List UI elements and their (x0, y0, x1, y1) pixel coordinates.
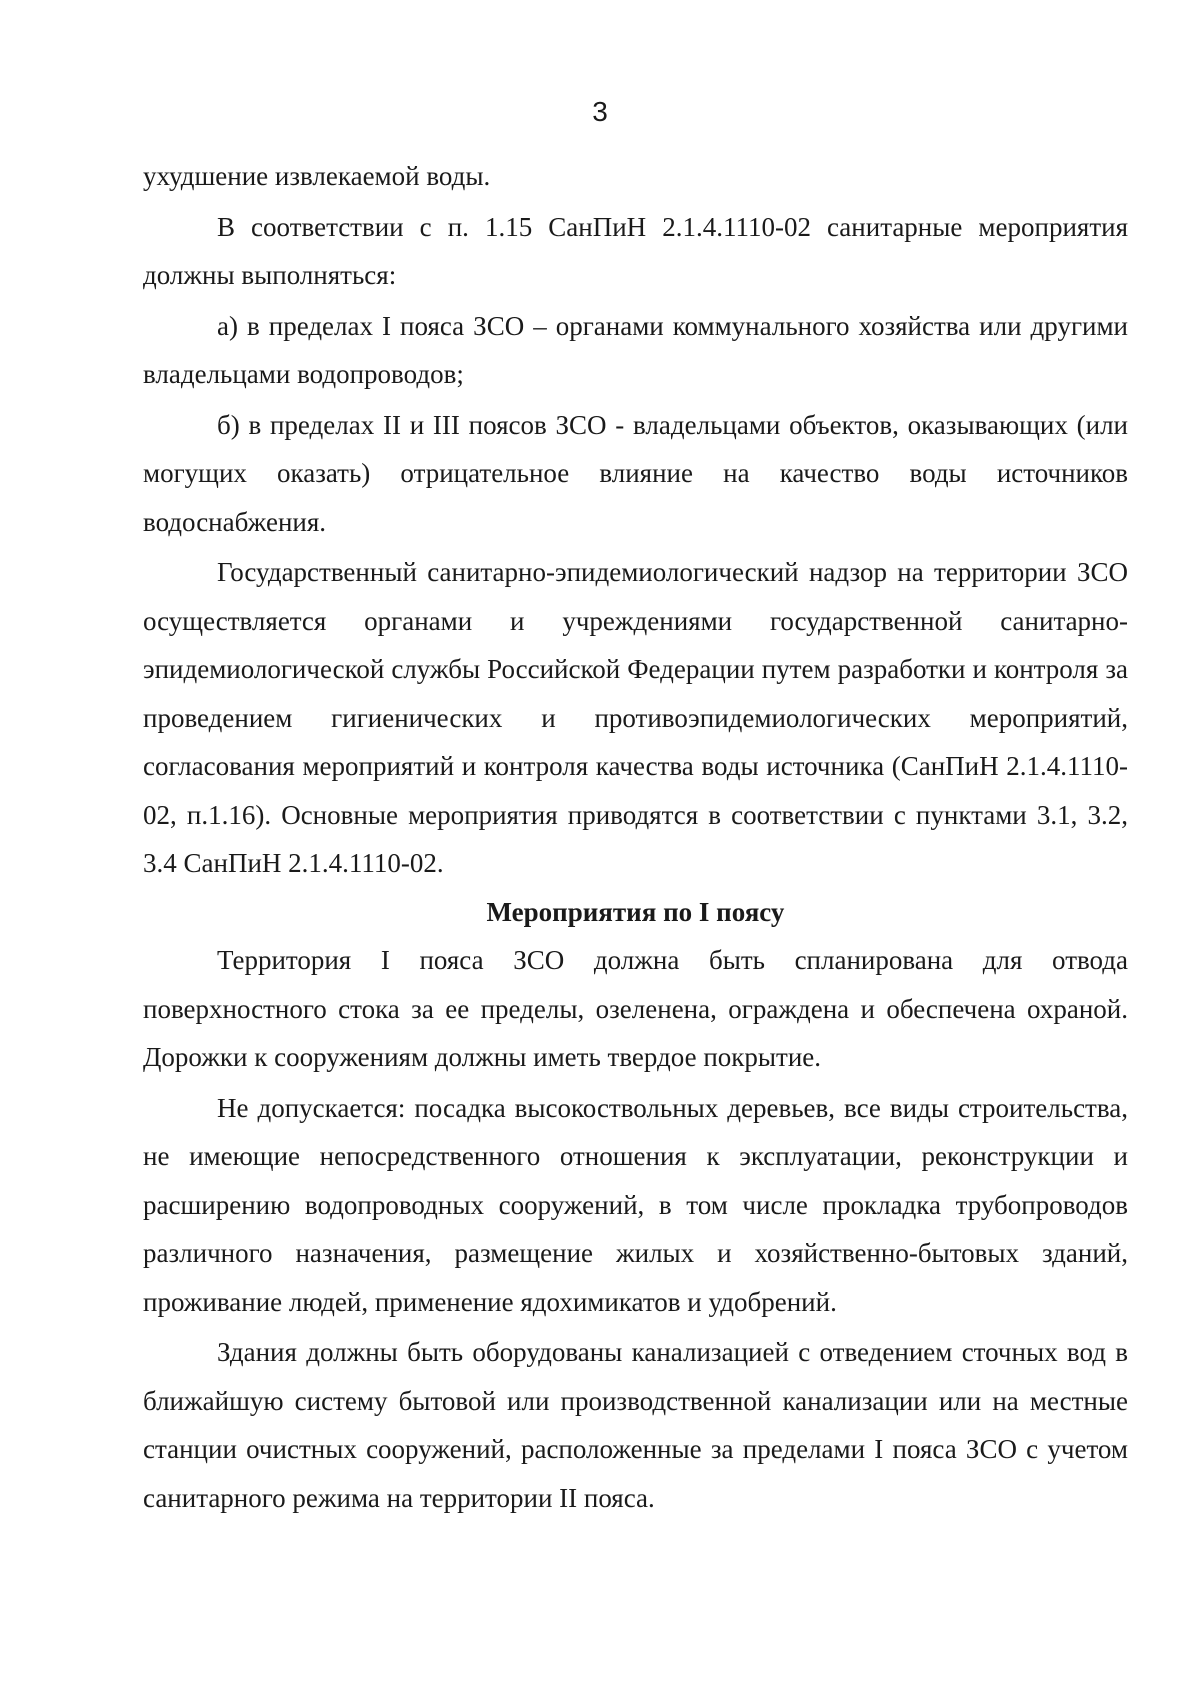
paragraph-buildings: Здания должны быть оборудованы канализацией с отведением сточных вод в ближайшую систему бытовой или производственной канализации или на местные станции очистных сооружений, расположенные за пределами I пояса ЗСО с учетом санитарного режима на территории II пояса. (143, 1337, 1128, 1513)
section-heading: Мероприятия по I поясу (486, 896, 785, 927)
document-body (143, 152, 1128, 1522)
paragraph-continuation: ухудшение извлекаемой воды. (143, 161, 491, 191)
paragraph-state-supervision: Государственный санитарно-эпидемиологический надзор на территории ЗСО осуществляется органами и учреждениями государственной санитарно-эпидемиологической службы Российской Федерации путем разработки и контроля за проведением гигиенических и противоэпидемиологических мероприятий, согласования мероприятий и контроля качества воды источника (СанПиН 2.1.4.1110-02, п.1.16). Основные мероприятия приводятся в соответствии с пунктами 3.1, 3.2, 3.4 СанПиН 2.1.4.1110-02. (143, 557, 1128, 878)
paragraph-item-a: а) в пределах I пояса ЗСО – органами коммунального хозяйства или другими владельцами водопроводов; (143, 310, 1128, 389)
paragraph-territory: Территория I пояса ЗСО должна быть спланирована для отвода поверхностного стока за ее пределы, озеленена, ограждена и обеспечена охраной. Дорожки к сооружениям должны иметь твердое покрытие. (143, 945, 1128, 1072)
paragraph-sanpin-requirements: В соответствии с п. 1.15 СанПиН 2.1.4.1110-02 санитарные мероприятия должны выполняться: (143, 211, 1128, 290)
paragraph-item-b: б) в пределах II и III поясов ЗСО - владельцами объектов, оказывающих (или могущих оказать) отрицательное влияние на качество воды источников водоснабжения. (143, 409, 1128, 537)
paragraph-not-allowed: Не допускается: посадка высокоствольных деревьев, все виды строительства, не имеющие непосредственного отношения к эксплуатации, реконструкции и расширению водопроводных сооружений, в том числе прокладка трубопроводов различного назначения, размещение жилых и хозяйственно-бытовых зданий, проживание людей, применение ядохимикатов и удобрений. (143, 1092, 1128, 1317)
page-number: 3 (592, 96, 608, 127)
